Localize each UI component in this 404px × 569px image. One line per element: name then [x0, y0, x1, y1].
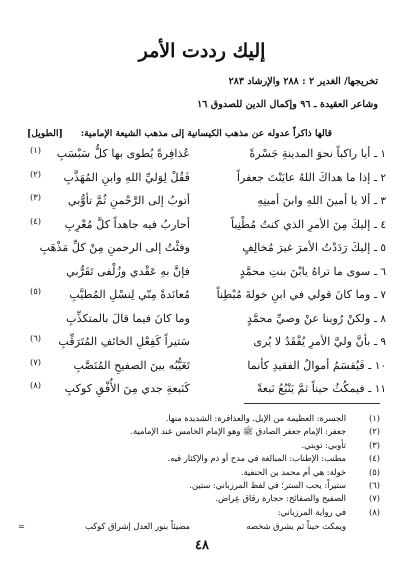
footnote-text: مطنب: الإطناب: المبالغة في مدح أو ذم والإكثار فيه. [167, 453, 346, 464]
footnote [18, 452, 380, 465]
verse [18, 261, 386, 285]
poem-intro: قالها ذاكراً عدوله عن مذهب الكيسانية إلى مذهب الشيعة الإمامية: [80, 128, 332, 139]
verse-first-hemistich [214, 237, 386, 259]
footnote-verse [18, 519, 380, 533]
verse-second-hemistich: فَقُلْ لِوَليِّ اللهِ وابنِ المُهَذَّبِ [63, 170, 190, 184]
verse-second-hemistich: وفئْتُ إلى الرحمنِ مِنْ كلِّ مَذْهَبِ [39, 241, 190, 254]
footnote-number: (٨) [369, 506, 380, 517]
verse [18, 331, 386, 355]
footnote-verse-first: ويمكث حيناً ثم يشرق شخصه [246, 521, 346, 532]
verse [18, 284, 386, 308]
verse-first-text: سوى ما تراهُ يابْنَ بنتِ محمَّدٍ [239, 264, 371, 278]
verse-second-hemistich: فإنَّ بهِ عَقْدي وزُلْفى تَقَرُّبي [66, 264, 190, 278]
footnote-divider [244, 403, 380, 404]
footnote-ref: (٧) [30, 356, 42, 367]
verse-number: ١٠ ـ [368, 359, 386, 372]
verse-first-text: فَيُقسَمُ أموالُ الفقيدِ كأنما [247, 358, 365, 372]
verse-first-hemistich [214, 308, 386, 330]
footnote [18, 466, 380, 479]
verse-first-hemistich [214, 190, 386, 212]
verse-number: ٣ ـ [373, 195, 386, 207]
footnote [18, 439, 380, 452]
verse-second-hemistich: أتوبُ إلى الرَّحْمنِ ثُمَّ تأوُّبي [67, 194, 190, 207]
verse-number: ٨ ـ [373, 312, 386, 325]
verse-second-hemistich: عُذافِرةً يُطوى بها كلُّ سَبْسَبِ [56, 147, 190, 160]
verse [18, 308, 386, 332]
footnote [18, 492, 380, 505]
footnote-ref: (٢) [30, 168, 42, 179]
verse-first-text: ولكنْ رُوينا عنْ وصيِّ محمَّدٍ [246, 311, 371, 325]
footnote-ref: (١) [30, 145, 42, 155]
verse-first-hemistich [214, 284, 386, 306]
footnote-number: (٤) [369, 453, 380, 464]
verse [18, 214, 386, 238]
verse-first-text: فيمكُثُ حيناً ثمَّ يَنْبُعُ نَبعةً [256, 382, 365, 395]
footnote-ref: (٦) [30, 333, 42, 343]
footnote-text: الصفيح والصفائح: حجارة رقاق عِراض. [215, 493, 346, 504]
verse-first-hemistich [214, 355, 386, 377]
verse-first-hemistich [214, 167, 386, 189]
footnote-ref: (٤) [30, 215, 42, 226]
verse-first-text: إذا ما هداكَ اللهُ عايَنْتَ جعفراً [236, 170, 371, 184]
verse [18, 167, 386, 191]
verse [18, 378, 386, 402]
footnote-text: في رواية المرزباني: [277, 506, 346, 517]
footnote-number: (٧) [369, 493, 380, 504]
verse [18, 190, 386, 214]
continuation-mark: = [18, 521, 25, 532]
verse-number: ٥ ـ [373, 242, 386, 254]
footnote-number: (٢) [369, 426, 380, 437]
verse-number: ٢ ـ [373, 171, 386, 184]
verse-first-hemistich [214, 214, 386, 236]
verse [18, 143, 386, 167]
verse-first-text: أيا راكباً نحوَ المدينةِ جَسْرةً [249, 147, 371, 160]
verse-first-hemistich [214, 378, 386, 400]
footnote [18, 506, 380, 519]
footnote-number: (٣) [369, 439, 380, 450]
verse [18, 355, 386, 379]
verse-first-hemistich [214, 331, 386, 353]
verse-number: ٤ ـ [373, 218, 386, 231]
footnote-ref: (٨) [30, 380, 42, 390]
verse-first-text: ألا يا أمينَ اللهِ وابنَ أمينِهِ [257, 194, 371, 207]
verse-first-hemistich [214, 261, 386, 283]
verse-first-text: إليكَ مِنَ الأمرِ الذي كنتُ مُطْنِباً [230, 217, 371, 231]
footnotes [18, 412, 380, 533]
poem-title: إليك رددت الأمر [138, 40, 266, 62]
footnote [18, 412, 380, 425]
footnote-text: ستيراً: يحب الستر؛ في لفظ المرزباني: ستين. [189, 479, 346, 490]
verse-second-hemistich: سَتيراً كَفِعْلِ الخائفِ المُتَرَقِّبِ [58, 335, 190, 348]
footnote-number: (٥) [369, 466, 380, 477]
sources-line-2: وشاعر العقيدة ـ ٩٦ وإكمال الدين للصدوق ١٦ [197, 99, 378, 110]
footnote [18, 479, 380, 492]
verse-number: ٦ ـ [373, 265, 386, 278]
verse-second-hemistich: وما كانَ فيما قالَ بالمتكذِّبِ [66, 311, 190, 325]
sources-line-1: تخريجها/ الغدير ٢ : ٢٨٨ والإرشاد ٢٨٣ [228, 76, 378, 87]
footnote-text: الجسرة: العظيمة من الإبل. والعذافرة: الشديدة منها. [165, 413, 346, 423]
verse-number: ٧ ـ [373, 289, 386, 301]
footnote-ref: (٥) [30, 286, 42, 296]
verse-first-text: بأنَّ وليَّ الأمرِ يُفْقَدُ لا يُرى [253, 335, 371, 348]
verse-second-hemistich: أحاربُ فيه جاهداً كلَّ مُعْرِبِ [64, 217, 190, 231]
footnote-text: خولة: هي أم محمد بن الحنفية. [240, 466, 346, 477]
footnote-number: (١) [369, 413, 380, 423]
verse-second-hemistich: كَنَبعةِ جدي مِنَ الأُفْقِ كوكبِ [64, 382, 190, 395]
verse-first-text: إليكَ رَدَدْتُ الأمرَ غيرَ مُخالِفٍ [242, 241, 371, 254]
page-number: ٤٨ [195, 538, 209, 553]
footnote-ref: (٣) [30, 192, 42, 202]
verse-number: ١ ـ [373, 148, 386, 160]
footnote-number: (٦) [369, 479, 380, 490]
footnote-verse-second: مضيئاً بنور العدل إشراق كوكب [85, 521, 190, 532]
verses-block [18, 143, 386, 402]
poem-meter: [الطويل] [27, 128, 63, 139]
verse-first-hemistich [214, 143, 386, 165]
footnote-text: تأوبي: توبتي. [301, 439, 346, 450]
verse-number: ١١ ـ [368, 383, 386, 395]
verse-first-text: وما كانَ قولي في ابنِ خولةَ مُبْطِناً [216, 288, 371, 301]
verse-second-hemistich: تَغَيُّبُه بينَ الصفيحِ المُنَصَّبِ [73, 358, 190, 372]
footnote [18, 425, 380, 438]
verse [18, 237, 386, 261]
verse-number: ٩ ـ [373, 336, 386, 348]
footnote-text: جعفر: الإمام جعفر الصادق ﷺ وهو الإمام الخامس عند الإمامية. [130, 426, 346, 437]
verse-second-hemistich: مُعانَدةً مِنّي لِنسْلِ المُطيَّبِ [69, 288, 190, 301]
